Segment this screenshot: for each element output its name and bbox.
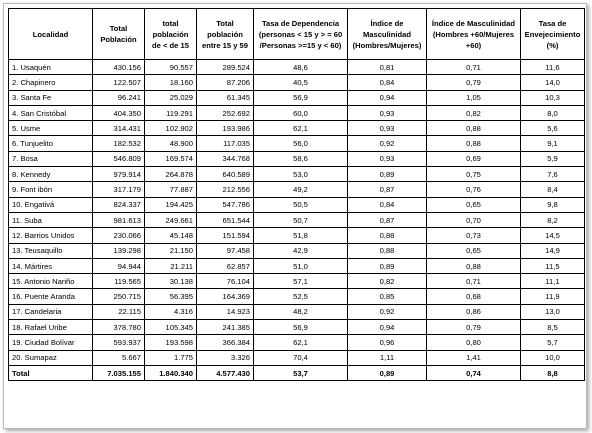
cell-poblacion-15-59: 241.385 — [197, 320, 254, 335]
cell-indice-masculinidad: 0,92 — [348, 136, 427, 151]
table-row — [9, 304, 585, 319]
cell-poblacion-15-59: 366.384 — [197, 335, 254, 350]
cell-total-poblacion: 230.066 — [93, 228, 145, 243]
cell-poblacion-menor-15: 249.661 — [145, 212, 197, 227]
header-tasa-envejecimiento: Tasa de Envejecimiento (%) — [521, 9, 585, 60]
header-localidad: Localidad — [9, 9, 93, 60]
cell-tasa-envejecimiento: 11,9 — [521, 289, 585, 304]
cell-tasa-dependencia: 48,6 — [254, 60, 348, 75]
header-tasa-dependencia: Tasa de Dependencia (personas < 15 y > = 60 /Personas >=15 y < 60) — [254, 9, 348, 60]
cell-localidad: 9. Font ibón — [9, 182, 93, 197]
cell-tasa-dependencia: 52,5 — [254, 289, 348, 304]
table-row — [9, 75, 585, 90]
cell-poblacion-menor-15: 18.160 — [145, 75, 197, 90]
cell-tasa-dependencia: 40,5 — [254, 75, 348, 90]
cell-tasa-dependencia: 70,4 — [254, 350, 348, 365]
table-row — [9, 182, 585, 197]
cell-localidad: 12. Barrios Unidos — [9, 228, 93, 243]
cell-total-poblacion: 404.350 — [93, 105, 145, 120]
cell-total-poblacion: 546.809 — [93, 151, 145, 166]
table-row — [9, 212, 585, 227]
cell-tasa-envejecimiento: 14,9 — [521, 243, 585, 258]
cell-poblacion-15-59: 117.035 — [197, 136, 254, 151]
cell-tasa-envejecimiento: 7,6 — [521, 167, 585, 182]
cell-poblacion-15-59: 14.923 — [197, 304, 254, 319]
cell-tasa-envejecimiento: 8,2 — [521, 212, 585, 227]
cell-poblacion-menor-15: 1.775 — [145, 350, 197, 365]
table-row — [9, 90, 585, 105]
cell-localidad: 16. Puente Aranda — [9, 289, 93, 304]
cell-poblacion-menor-15: 264.878 — [145, 167, 197, 182]
cell-total-poblacion: 593.937 — [93, 335, 145, 350]
cell-total-poblacion: 94.944 — [93, 258, 145, 273]
cell-localidad: 4. San Cristóbal — [9, 105, 93, 120]
table-row — [9, 335, 585, 350]
cell-indice-masculinidad: 0,93 — [348, 105, 427, 120]
cell-localidad: 11. Suba — [9, 212, 93, 227]
header-indice-masculinidad: Índice de Masculinidad (Hombres/Mujeres) — [348, 9, 427, 60]
cell-tasa-dependencia: 50,7 — [254, 212, 348, 227]
cell-localidad: 20. Sumapaz — [9, 350, 93, 365]
cell-total-poblacion: 122.507 — [93, 75, 145, 90]
cell-poblacion-15-59: 87.206 — [197, 75, 254, 90]
cell-localidad: 15. Antonio Nariño — [9, 274, 93, 289]
cell-poblacion-menor-15: 48.900 — [145, 136, 197, 151]
cell-poblacion-15-59: 62.857 — [197, 258, 254, 273]
cell-tasa-dependencia: 60,0 — [254, 105, 348, 120]
total-poblacion-menor-15: 1.840.340 — [145, 365, 197, 380]
cell-tasa-dependencia: 62,1 — [254, 121, 348, 136]
cell-indice-masculinidad: 0,87 — [348, 182, 427, 197]
cell-tasa-envejecimiento: 11,1 — [521, 274, 585, 289]
cell-tasa-envejecimiento: 9,8 — [521, 197, 585, 212]
cell-poblacion-15-59: 164.369 — [197, 289, 254, 304]
cell-indice-masculinidad-60: 0,68 — [427, 289, 521, 304]
table-row — [9, 105, 585, 120]
cell-tasa-envejecimiento: 8,4 — [521, 182, 585, 197]
total-localidad: Total — [9, 365, 93, 380]
cell-indice-masculinidad: 0,89 — [348, 258, 427, 273]
cell-poblacion-menor-15: 45.148 — [145, 228, 197, 243]
cell-indice-masculinidad-60: 0,82 — [427, 105, 521, 120]
cell-poblacion-15-59: 61.345 — [197, 90, 254, 105]
cell-tasa-dependencia: 58,6 — [254, 151, 348, 166]
cell-indice-masculinidad-60: 0,65 — [427, 243, 521, 258]
cell-tasa-envejecimiento: 8,0 — [521, 105, 585, 120]
cell-poblacion-menor-15: 56.395 — [145, 289, 197, 304]
cell-tasa-envejecimiento: 9,1 — [521, 136, 585, 151]
cell-indice-masculinidad: 0,93 — [348, 121, 427, 136]
table-row — [9, 228, 585, 243]
cell-indice-masculinidad-60: 0,71 — [427, 274, 521, 289]
cell-localidad: 10. Engativá — [9, 197, 93, 212]
cell-indice-masculinidad: 0,84 — [348, 75, 427, 90]
cell-localidad: 14. Mártires — [9, 258, 93, 273]
cell-total-poblacion: 824.337 — [93, 197, 145, 212]
total-tasa-envejecimiento: 8,8 — [521, 365, 585, 380]
cell-localidad: 17. Candelaria — [9, 304, 93, 319]
cell-indice-masculinidad-60: 0,70 — [427, 212, 521, 227]
table-row — [9, 197, 585, 212]
cell-indice-masculinidad-60: 0,86 — [427, 304, 521, 319]
cell-indice-masculinidad-60: 0,71 — [427, 60, 521, 75]
cell-poblacion-menor-15: 4.316 — [145, 304, 197, 319]
cell-poblacion-15-59: 212.556 — [197, 182, 254, 197]
header-row — [9, 9, 585, 60]
table-frame — [3, 3, 587, 429]
cell-localidad: 18. Rafael Uribe — [9, 320, 93, 335]
cell-tasa-dependencia: 57,1 — [254, 274, 348, 289]
cell-indice-masculinidad: 0,94 — [348, 90, 427, 105]
table-row — [9, 258, 585, 273]
cell-indice-masculinidad: 0,82 — [348, 274, 427, 289]
cell-indice-masculinidad-60: 0,69 — [427, 151, 521, 166]
cell-indice-masculinidad: 0,81 — [348, 60, 427, 75]
cell-indice-masculinidad-60: 0,76 — [427, 182, 521, 197]
cell-tasa-envejecimiento: 5,6 — [521, 121, 585, 136]
header-poblacion-menor-15: total población de < de 15 — [145, 9, 197, 60]
cell-tasa-dependencia: 48,2 — [254, 304, 348, 319]
table-row — [9, 121, 585, 136]
table-row — [9, 136, 585, 151]
cell-poblacion-15-59: 3.326 — [197, 350, 254, 365]
cell-total-poblacion: 22.115 — [93, 304, 145, 319]
cell-total-poblacion: 96.241 — [93, 90, 145, 105]
cell-localidad: 5. Usme — [9, 121, 93, 136]
cell-indice-masculinidad: 0,84 — [348, 197, 427, 212]
cell-indice-masculinidad: 0,89 — [348, 167, 427, 182]
cell-poblacion-15-59: 151.594 — [197, 228, 254, 243]
cell-poblacion-menor-15: 119.291 — [145, 105, 197, 120]
cell-localidad: 6. Tunjuelito — [9, 136, 93, 151]
cell-poblacion-15-59: 97.458 — [197, 243, 254, 258]
cell-indice-masculinidad-60: 0,79 — [427, 75, 521, 90]
cell-poblacion-menor-15: 105.345 — [145, 320, 197, 335]
cell-tasa-dependencia: 42,9 — [254, 243, 348, 258]
table-row — [9, 243, 585, 258]
cell-indice-masculinidad: 0,93 — [348, 151, 427, 166]
cell-total-poblacion: 5.667 — [93, 350, 145, 365]
cell-tasa-envejecimiento: 14,0 — [521, 75, 585, 90]
cell-poblacion-15-59: 547.786 — [197, 197, 254, 212]
cell-poblacion-15-59: 651.544 — [197, 212, 254, 227]
cell-total-poblacion: 981.613 — [93, 212, 145, 227]
cell-poblacion-menor-15: 21.150 — [145, 243, 197, 258]
cell-tasa-envejecimiento: 8,5 — [521, 320, 585, 335]
cell-indice-masculinidad-60: 0,88 — [427, 258, 521, 273]
cell-indice-masculinidad-60: 1,41 — [427, 350, 521, 365]
cell-tasa-dependencia: 56,9 — [254, 90, 348, 105]
total-indice-masculinidad: 0,89 — [348, 365, 427, 380]
cell-total-poblacion: 182.532 — [93, 136, 145, 151]
cell-indice-masculinidad-60: 0,88 — [427, 136, 521, 151]
cell-tasa-dependencia: 49,2 — [254, 182, 348, 197]
cell-tasa-dependencia: 56,0 — [254, 136, 348, 151]
cell-tasa-dependencia: 62,1 — [254, 335, 348, 350]
cell-localidad: 13. Teusaquillo — [9, 243, 93, 258]
cell-total-poblacion: 378.780 — [93, 320, 145, 335]
cell-total-poblacion: 317.179 — [93, 182, 145, 197]
cell-tasa-envejecimiento: 14,5 — [521, 228, 585, 243]
total-poblacion-15-59: 4.577.430 — [197, 365, 254, 380]
header-total-poblacion: Total Población — [93, 9, 145, 60]
cell-tasa-envejecimiento: 11,5 — [521, 258, 585, 273]
cell-indice-masculinidad-60: 0,80 — [427, 335, 521, 350]
cell-total-poblacion: 314.431 — [93, 121, 145, 136]
cell-poblacion-menor-15: 102.902 — [145, 121, 197, 136]
cell-indice-masculinidad: 0,87 — [348, 212, 427, 227]
cell-tasa-envejecimiento: 11,6 — [521, 60, 585, 75]
cell-tasa-envejecimiento: 10,0 — [521, 350, 585, 365]
cell-localidad: 19. Ciudad Bolívar — [9, 335, 93, 350]
cell-indice-masculinidad: 0,88 — [348, 228, 427, 243]
cell-indice-masculinidad: 0,92 — [348, 304, 427, 319]
cell-total-poblacion: 119.565 — [93, 274, 145, 289]
cell-poblacion-15-59: 252.692 — [197, 105, 254, 120]
table-row — [9, 167, 585, 182]
cell-indice-masculinidad: 0,85 — [348, 289, 427, 304]
cell-poblacion-15-59: 289.524 — [197, 60, 254, 75]
cell-total-poblacion: 979.914 — [93, 167, 145, 182]
cell-poblacion-15-59: 344.768 — [197, 151, 254, 166]
cell-localidad: 2. Chapinero — [9, 75, 93, 90]
table-row — [9, 350, 585, 365]
cell-localidad: 1. Usaquén — [9, 60, 93, 75]
data-table — [8, 8, 585, 381]
cell-poblacion-menor-15: 193.598 — [145, 335, 197, 350]
cell-indice-masculinidad-60: 0,73 — [427, 228, 521, 243]
table-row — [9, 274, 585, 289]
total-indice-masculinidad-60: 0,74 — [427, 365, 521, 380]
cell-tasa-dependencia: 56,9 — [254, 320, 348, 335]
cell-total-poblacion: 250.715 — [93, 289, 145, 304]
cell-total-poblacion: 139.298 — [93, 243, 145, 258]
cell-indice-masculinidad-60: 0,79 — [427, 320, 521, 335]
cell-indice-masculinidad-60: 0,88 — [427, 121, 521, 136]
total-tasa-dependencia: 53,7 — [254, 365, 348, 380]
cell-indice-masculinidad-60: 0,65 — [427, 197, 521, 212]
cell-tasa-envejecimiento: 5,7 — [521, 335, 585, 350]
cell-localidad: 7. Bosa — [9, 151, 93, 166]
total-total-poblacion: 7.035.155 — [93, 365, 145, 380]
cell-indice-masculinidad-60: 1,05 — [427, 90, 521, 105]
cell-tasa-envejecimiento: 13,0 — [521, 304, 585, 319]
cell-poblacion-15-59: 193.986 — [197, 121, 254, 136]
table-row — [9, 151, 585, 166]
cell-localidad: 3. Santa Fe — [9, 90, 93, 105]
cell-tasa-envejecimiento: 10,3 — [521, 90, 585, 105]
cell-total-poblacion: 430.156 — [93, 60, 145, 75]
cell-indice-masculinidad-60: 0,75 — [427, 167, 521, 182]
cell-tasa-dependencia: 51,8 — [254, 228, 348, 243]
cell-poblacion-15-59: 640.589 — [197, 167, 254, 182]
table-row — [9, 60, 585, 75]
cell-indice-masculinidad: 0,88 — [348, 243, 427, 258]
table-row — [9, 320, 585, 335]
total-row — [9, 365, 585, 380]
cell-poblacion-menor-15: 169.574 — [145, 151, 197, 166]
cell-localidad: 8. Kennedy — [9, 167, 93, 182]
cell-indice-masculinidad: 0,94 — [348, 320, 427, 335]
cell-indice-masculinidad: 1,11 — [348, 350, 427, 365]
cell-poblacion-menor-15: 77.887 — [145, 182, 197, 197]
cell-tasa-dependencia: 51,0 — [254, 258, 348, 273]
cell-poblacion-15-59: 76.104 — [197, 274, 254, 289]
cell-poblacion-menor-15: 194.425 — [145, 197, 197, 212]
cell-poblacion-menor-15: 25.029 — [145, 90, 197, 105]
cell-tasa-dependencia: 53,0 — [254, 167, 348, 182]
cell-poblacion-menor-15: 90.557 — [145, 60, 197, 75]
cell-indice-masculinidad: 0,96 — [348, 335, 427, 350]
table-row — [9, 289, 585, 304]
cell-tasa-envejecimiento: 5,9 — [521, 151, 585, 166]
cell-poblacion-menor-15: 30.138 — [145, 274, 197, 289]
cell-poblacion-menor-15: 21.211 — [145, 258, 197, 273]
cell-tasa-dependencia: 50,5 — [254, 197, 348, 212]
header-indice-masculinidad-60: Índice de Masculinidad (Hombres +60/Mujeres +60) — [427, 9, 521, 60]
header-poblacion-15-59: Total población entre 15 y 59 — [197, 9, 254, 60]
table-body — [9, 60, 585, 381]
